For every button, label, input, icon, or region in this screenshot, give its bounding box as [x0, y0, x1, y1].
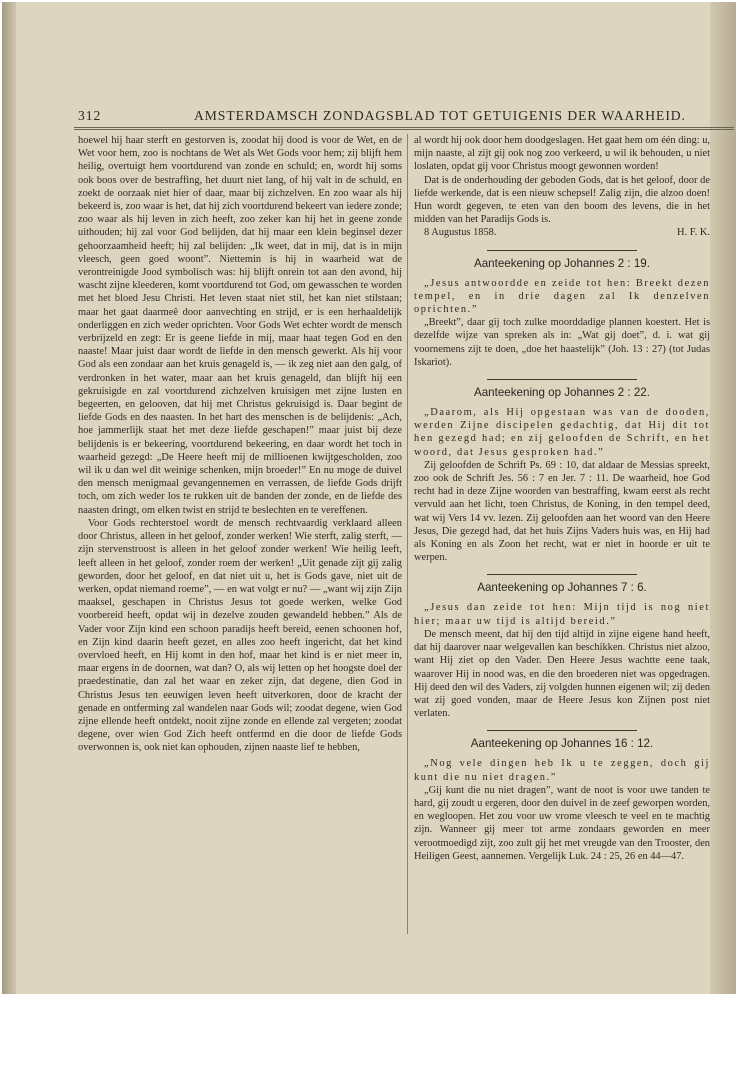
section-heading: Aanteekening op Johannes 7 : 6.	[477, 581, 647, 595]
scripture-quote: „Jesus antwoordde en zeide tot hen: Breekt dezen tempel, en in drie dagen zal Ik denzelven oprichten.”	[414, 277, 710, 316]
section-rule	[487, 379, 637, 380]
scripture-quote: „Nog vele dingen heb Ik u te zeggen, doch gij kunt die nu niet dragen.”	[414, 758, 710, 783]
page-number: 312	[78, 108, 102, 123]
section-rule	[487, 250, 637, 251]
header-rule	[74, 127, 734, 128]
scripture-quote: „Jesus dan zeide tot hen: Mijn tijd is nog niet hier; maar uw tijd is altijd bereid.”	[414, 602, 710, 627]
right-column	[414, 134, 710, 863]
header-rule-thin	[74, 129, 734, 130]
section-heading: Aanteekening op Johannes 2 : 19.	[474, 256, 650, 270]
page-edge	[710, 2, 736, 994]
paragraph: Dat is de onderhouding der geboden Gods, dat is het geloof, door de liefde werkende, dat is een nieuw schepsel! Zalig zijn, die alzoo doen! Hun wordt gegeven, te eten van den boom des levens, die in het midden van het Paradijs Gods is.	[414, 174, 710, 226]
section-rule	[487, 730, 637, 731]
scanned-page	[2, 2, 736, 994]
running-header	[78, 108, 730, 128]
section-rule	[487, 574, 637, 575]
paragraph: „Breekt”, daar gij toch zulke moorddadige plannen koestert. Het is dezelfde wijze van spreken als in: „Wat gij doet”, d. i. wat gij voornemens zijt te doen, „doe het haastelijk” (Joh. 13 : 27) (tot Judas Iskariot).	[414, 317, 710, 368]
scripture-quote: „Daarom, als Hij opgestaan was van de dooden, werden Zijne discipelen gedachtig, dat Hij dit tot hen gezegd had; en zij geloofden de Schrift, en het woord, dat Jesus gesproken had.”	[414, 407, 710, 458]
column-divider	[407, 134, 408, 934]
paragraph: hoewel hij haar sterft en gestorven is, zoodat hij dood is voor de Wet, en de Wet voor hem, zoo is nochtans de Wet als Wet Gods voor hem; zij blijft hem heilig, overtuigt hem voortdurend van zonde en schuld; en, wordt hij soms ook boos over de bestraffing, het duurt niet lang, of hij valt in de schuld, en zoekt de oorzaak niet hier of daar, maar bij zichzelven. En zoo waar als hij bekeerd is, zoo waar is het, dat hij zich voortdurend bekeert van iedere zonde; zoo waar als hij leven in zich heeft, zoo zeker kan hij het in geene zonde uithouden; hij zal voor God belijden, dat hij maar een klein beginsel dezer gehoorzaamheid heeft; hij zal belijden: „Ik weet, dat in mij, dat is in mijn vleesch, geen goed woont”. Niettemin is hij in waarheid wat de verontreinigde Jood symbolisch was: hij blijft onrein tot aan den avond, hij wascht zijne kleederen, komt voortdurend tot God, om gewasschen te worden met het bloed Jesu Christi. Het leven staat niet stil, het kan niet stilstaan; maar het gaat daarmeê door aanvechting en strijd, er is een herhaaldelijk onderliggen en zich weder oprichten. Voor Gods Wet echter wordt de mensch verbrijzeld en zegt: Er is geene liefde in mij, maar haat tegen God en den naaste! Maar juist daar wordt de liefde in den mensch gewerkt. Als hij voor God als een zondaar aan het kruis genageld is, — ik zeg niet aan den galg, of verdronken in het water, maar aan het kruis genageld, dan blijft hij een gekruisigde en zal voortdurend zichzelven kruisigen met zijne lusten en begeerten, en gelooven, dat hij met Christus gekruisigd is. Daar begint de liefde Gods en des naasten. In het hart des menschen is de belijdenis: „Ach, hoe jammerlijk staat het met deze liefde geschapen!” maar juist bij deze belijdenis is er bekeering, voortdurend bekeering, en daar wordt het toch in waarheid gezegd: „De Heere heeft mij de millioenen kwijtgescholden, zoo wil ik u dan wel dit weinige schenken, mijn broeder!” En nu moge de duivel den mensch menigmaal gevangennemen en verrassen, de liefde Gods drijft toch, om zich weder los te rukken uit de banden der zonde, en de liefde des naasten dringt, om elken twist en strijd te beslechten en te vereffenen.	[78, 135, 402, 516]
signature-line	[414, 226, 710, 239]
binding-shadow	[2, 2, 16, 994]
left-column	[78, 134, 402, 755]
paragraph: De mensch meent, dat hij den tijd altijd in zijne eigene hand heeft, dat hij daarover naar welgevallen kan beschikken. Christus niet alzoo, want Hij ziet op den Vader. Den Heere Jesus wachtte eene taak, waarover Hij in nood was, en die den broederen niet was opgedragen. Hij deed den wil des Vaders, zij volgden hunnen eigenen wil; zij deden wat zij goed vonden, maar de Heere Jesus kon Zijnen post niet verlaten.	[414, 628, 710, 720]
date: 8 Augustus 1858.	[424, 227, 497, 239]
paragraph: Voor Gods rechterstoel wordt de mensch rechtvaardig verklaard alleen door Christus, alleen in het geloof, zonder werken! Wie sterft, zalig sterft, — zijn stervenstroost is alleen in het geloof zonder werken! Wie heilig leeft, leeft alleen in het geloof, zonder roem der werken! „Uit genade zijt gij zalig geworden, door het geloof, en dat niet uit u, het is Gods gave, niet uit de werken, opdat niemand roeme”, — en wat volgt er nu? — „want wij zijn Zijn maaksel, geschapen in Christus Jesus tot goede werken, welke God voorbereid heeft, opdat wij in dezelve zouden gewandeld hebben.” Als de Vader voor Zijn kind een schoon paradijs heeft bereid, eenen schoonen hof, en Zijn kind daarin heeft gezet, en alles zoo heeft ingericht, dat het kind overvloed heeft, en Hij komt in den hof, maar het kind is er niet meer in, maar ergens in de doornen, wat dan? O, als wij letten op het hoogste doel der praedestinatie, dan zal het waar en zeker zijn, dat degene, dien God in Christus Jesus ten eeuwigen leven heeft uitverkoren, door de kracht der genade en ontferming zal wandelen naar Gods wil; zoodat degene, wien God zijne ellende heeft ontdekt, nooit zijne zonde en ellende zal vergeten; zoodat degene, over wien God Zich heeft ontfermd en die door de liefde Gods overwonnen is, ook niet kan ophouden, zijnen naaste lief te hebben,	[78, 517, 402, 754]
paragraph: „Gij kunt die nu niet dragen”, want de noot is voor uwe tanden te hard, gij zoudt u ergeren, door den duivel in de zeef geworpen worden, en wegloopen. Het zou voor uw vrome vleesch te veel en te machtig zijn. Wanneer gij meer tot arme zondaars geworden en meer verootmoedigd zijt, zoo zult gij het met vreugde van den Trooster, den Heiligen Geest, aannemen. Vergelijk Luk. 24 : 25, 26 en 44—47.	[414, 784, 710, 862]
paragraph: Zij geloofden de Schrift Ps. 69 : 10, dat aldaar de Messias spreekt, zoo ook de Schrift Jes. 56 : 7 en Jer. 7 : 11. De waarheid, hoe God recht had in deze Zijne woorden van bestraffing, kwam eerst als recht vervuld aan het licht, toen Christus, de Koning, in den tempel deed, wat wij Vers 14 vv. lezen. Zij geloofden aan het woord van den Heere Jesus, Die gezegd had, dat het huis Zijns Vaders huis was, en Hij had als Koning en als Zoon het recht, wat er niet in hoorde er uit te werpen.	[414, 459, 710, 564]
paragraph: al wordt hij ook door hem doodgeslagen. Het gaat hem om één ding: u, mijn naaste, al zijt gij ook nog zoo verkeerd, u wil ik behouden, u niet loslaten, opdat gij voor Christus moogt gewonnen worden!	[414, 135, 710, 173]
section-heading: Aanteekening op Johannes 2 : 22.	[474, 386, 650, 400]
author-initials: H. F. K.	[677, 227, 710, 239]
section-heading: Aanteekening op Johannes 16 : 12.	[470, 737, 654, 751]
journal-title: AMSTERDAMSCH ZONDAGSBLAD TOT GETUIGENIS DER WAARHEID.	[194, 108, 686, 123]
